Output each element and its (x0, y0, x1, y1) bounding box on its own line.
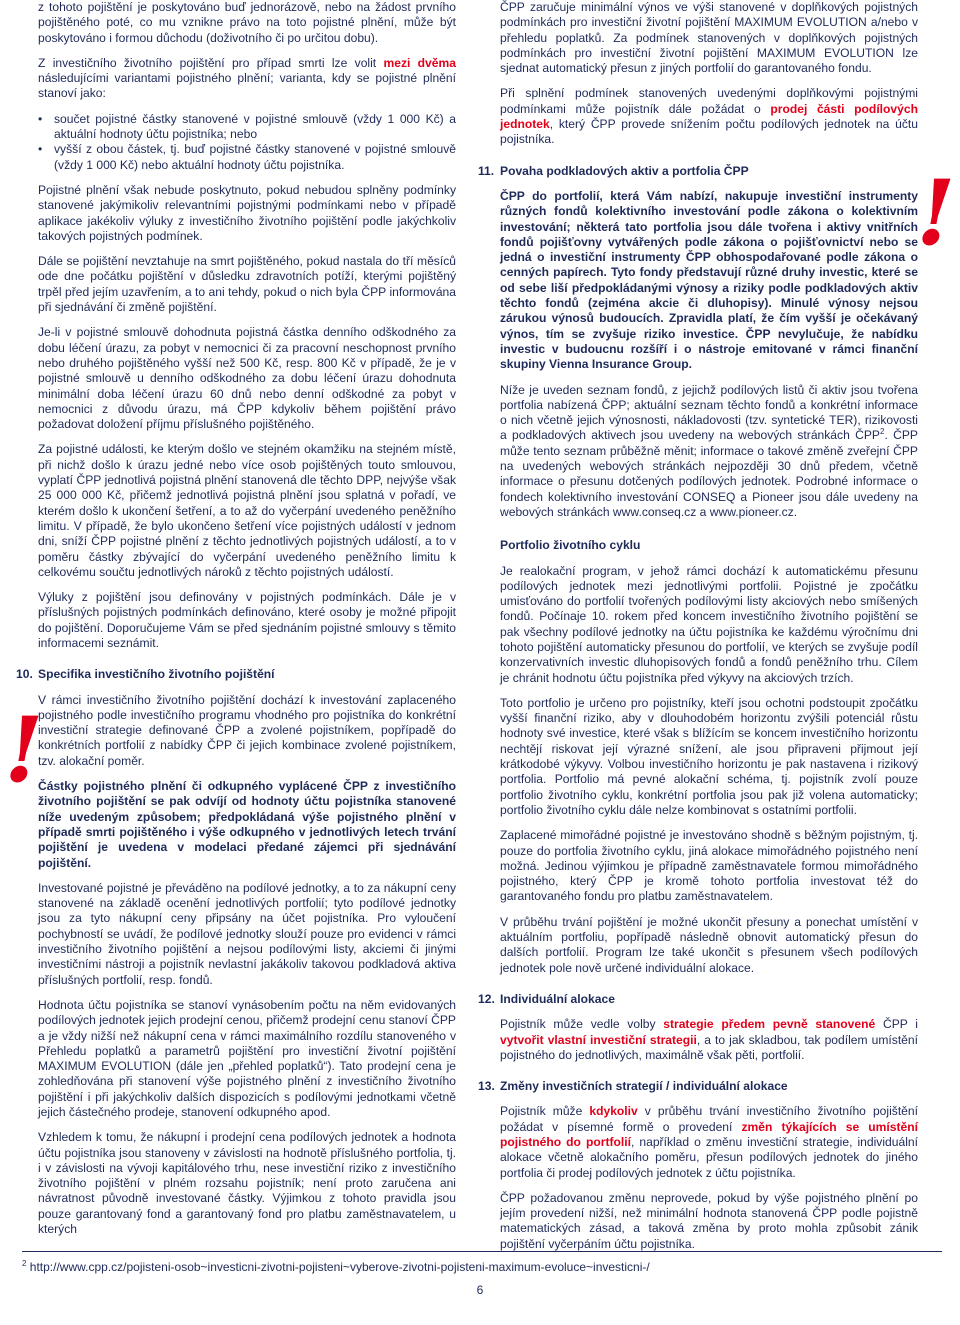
paragraph: Toto portfolio je určeno pro pojistníky, kteří jsou ochotni podstoupit zpočátku vyšší finanční riziko, aby v dlouhodobém horizontu zvýšili potenciál růstu hodnoty své investice, které však s blížícím se koncem investičního horizontu nechtějí riskovat její výrazné snížení, ale jsou připraveni přijmout její krátkodobé výkyvy. Volbou investičního horizontu je pak nastavena i rizikový portfolia. Portfolio má pevné alokační schéma, tj. pojistník zvolí pouze portfolio životního cyklu, konkrétní portfolia jsou pak již volena automaticky; portfolio životního cyklu dále nelze kombinovat s ostatními portfolii. (500, 695, 918, 817)
subsection-heading: Portfolio životního cyklu (500, 538, 641, 553)
section-title: Změny investičních strategií / individuální alokace (500, 1079, 788, 1094)
highlight-mezi-dvema: mezi dvěma (383, 55, 456, 70)
section-10-heading (16, 667, 456, 682)
footnote-link[interactable]: http://www.cpp.cz/pojisteni-osob~investicni-zivotni-pojisteni~vyberove-zivotni-pojisteni-maximum-evoluce~investicni-/ (26, 1260, 650, 1274)
page-number: 6 (476, 1283, 484, 1297)
bold-warning-paragraph: ČPP do portfolií, která Vám nabízí, nakupuje investiční instrumenty různých fondů kolektivního investování podle zákona o kolektivním investování; některá tato portfolia jsou dále tvořena i aktivy vnitřních fondů pojišťovny vytvářených podle zákona o pojišťovnictví nebo se jedná o investiční instrumenty ČPP obhospodařované podle zákona o cenných papírech. Tyto fondy představují různé druhy investic, které se od sebe liší předpokládanými výnosy a riziky podle podkladových aktiv těchto fondů (zejména akcie či dluhopisy). Minulé výnosy nejsou zárukou výnosů budoucích. Zpravidla platí, že čím vyšší je očekávaný výnos, tím se zvyšuje riziko investice. ČPP nevylučuje, že nabídku investic v budoucnu rozšíří i o nástroje emitované v rámci finanční skupiny Vienna Insurance Group. (500, 188, 918, 372)
section-number: 12. (478, 991, 495, 1006)
paragraph: V průběhu trvání pojištění je možné ukončit přesuny a ponechat umístění v aktuálním portfoliu, popřípadě následně obnovit automatický přesun do dalších portfolií. Program lze také ukončit s přesunem všech podílových jednotek pole nově určené individuální alokace. (500, 914, 918, 975)
highlight-zmeny: změn týkajících se umístění pojistného do portfolií (500, 1119, 918, 1149)
footnote-number: 2 (22, 1259, 27, 1268)
paragraph: Níže je uveden seznam fondů, z jejichž podílových listů či aktiv jsou tvořena portfolia nabízená ČPP; aktuální seznam těchto fondů a konkrétní informace o nich včetně jejich výnosnosti, nákladovosti (tzv. syntetické TER), rizikovosti a podkladových aktivech jsou uvedeny na webových stránkách ČPP$^2$. ČPP může tento seznam průběžně měnit; informace o takové změně zveřejní ČPP na uvedených webových stránkách nejpozději 30 dnů předem, včetně informace o přesunu dotčených podílových jednotek. Podrobné informace o fondech kolektivního investování CONSEQ a Pioneer jsou dále uvedeny na webových stránkách www.conseq.cz a www.pioneer.cz. (500, 382, 918, 519)
warning-exclamation-icon: ! (916, 160, 956, 266)
right-column (478, 0, 918, 1262)
section-13-heading (478, 1079, 918, 1094)
highlight-vlastni-strategie: vytvořit vlastní investiční strategii (500, 1032, 697, 1047)
paragraph: Pojistník může vedle volby strategie předem pevně stanovené ČPP i vytvořit vlastní investiční strategii, a to jak skladbou, tak podílem umístění pojistného do jednotlivých, maximálně však pěti, portfolií. (500, 1017, 918, 1062)
paragraph: Při splnění podmínek stanovených uvedenými doplňkovými pojistnými podmínkami může pojistník dále požádat o prodej části podílových jednotek, který ČPP provede snížením počtu podílových jednotek na účtu pojistníka. (500, 86, 918, 147)
variant-list (38, 112, 456, 173)
section-11-heading (478, 163, 918, 179)
paragraph: Je realokační program, v jehož rámci dochází k automatickému přesunu podílových jednotek mezi jednotlivými portfolii. Pojistné je zpočátku umisťováno do portfolií tvořených podílovými listy akciových nebo smíšených fondů. Počínaje 10. rokem před koncem investičního životního pojištění se pak všechny podílové jednotky na účtu pojistníka ke každému výročnímu dni tohoto pojištění automaticky přesunou do portfolií, ve kterých se zvyšuje podíl konzervativních investic dluhopisových fondů a fondů peněžního trhu. Cílem je chránit hodnotu účtu pojistníka před výkyvy na akciových trzích. (500, 563, 918, 685)
paragraph: ČPP požadovanou změnu neprovede, pokud by výše pojistného plnění po jejím provedení nižší, než minimální hodnota stanovená ČPP podle pojistně matematických zásad, a taková změna by proto mohla způsobit zánik pojištění vyčerpáním účtu pojistníka. (500, 1190, 918, 1251)
paragraph: Vzhledem k tomu, že nákupní i prodejní cena podílových jednotek a hodnota účtu pojistníka jsou stanoveny v závislosti na hodnotě příslušného portfolia, tj. i v závislosti na vývoji kapitálového trhu, nese investiční riziko z investičního životního pojištění v plném rozsahu pojistník; není proto zaručena ani návratnost původně investované částky. Výjimkou z tohoto pravidla jsou pouze garantovaný fond a garantovaný fond pro platbu zaměstnavatelem, u kterých (38, 1130, 456, 1237)
list-item: • vyšší z obou částek, tj. buď pojistné částky stanovené v pojistné smlouvě (vždy 1 000 Kč) nebo aktuální hodnoty účtu pojistníka. (38, 142, 456, 173)
footnote (22, 1251, 942, 1274)
section-title: Individuální alokace (500, 991, 615, 1006)
paragraph: Dále se pojištění nevztahuje na smrt pojištěného, pokud nastala do tří měsíců ode dne počátku pojištění v důsledku zdravotních potíží, kterými pojištěný trpěl před jejím uzavřením, a to ani tehdy, pokud o nich byla ČPP informována při sjednávání či změně pojištění. (38, 254, 456, 315)
paragraph: Výluky z pojištění jsou definovány v pojistných podmínkách. Dále je v příslušných pojistných podmínkách definováno, které osoby je možné připojit do pojištění. Doporučujeme Vám se před sjednáním pojistné smlouvy s těmito informacemi seznámit. (38, 590, 456, 650)
section-number: 11. (478, 163, 495, 178)
section-title: Povaha podkladových aktiv a portfolia ČPP (500, 163, 749, 178)
paragraph: Pojistné plnění však nebude poskytnuto, pokud nebudou splněny podmínky stanovené jakýmikoliv relevantními pojistnými podmínkami nebo v případě aplikace jakékoliv výluky z investičního životního pojištění podle jakýchkoliv takových pojistných podmínek. (38, 182, 456, 243)
paragraph: Investované pojistné je převáděno na podílové jednotky, a to za nákupní ceny stanovené na základě ocenění jednotlivých portfolií; tyto podílové jednotky jsou za tyto nákupní ceny připsány na účet pojistníka. Pro vyloučení pochybností se uvádí, že podílové jednotky slouží pouze pro evidenci v rámci investičního životního pojištění a nejsou podílovými listy, akciemi či jinými investičními nástroji a pojistník nevlastní jakákoliv takovou podkladová aktiva příslušných portfolií, resp. fondů. (38, 880, 456, 987)
highlight-kdykoliv: kdykoliv (589, 1104, 638, 1119)
paragraph: ČPP zaručuje minimální výnos ve výši stanovené v doplňkových pojistných podmínkách pro investiční životní pojištění MAXIMUM EVOLUTION a/nebo v přehledu poplatků. Za podmínek stanovených v doplňkových pojistných podmínkách pro investiční životní pojištění MAXIMUM EVOLUTION lze sjednat automatický přesun z jiných portfolií do garantovaného fondu. (500, 0, 918, 76)
paragraph: Hodnota účtu pojistníka se stanoví vynásobením počtu na něm evidovaných podílových jednotek jejich prodejní cenou, přičemž prodejní cenu stanoví ČPP a je vždy nižší než nákupní cena v rámci maximálního rozdílu stanoveného v Přehledu poplatků a parametrů pojištění pro investiční životní pojištění MAXIMUM EVOLUTION (dále jen „přehled poplatků“). Tato prodejní cena je zohledňována při stanovení výše pojistného plnění z investičního životního pojištění i při jakýchkoliv dalších dispozicích s podílovými jednotkami včetně jejich částečného prodeje, stanovení odkupného apod. (38, 997, 456, 1119)
bold-warning-paragraph: Částky pojistného plnění či odkupného vyplácené ČPP z investičního životního pojištění se pak odvíjí od hodnoty účtu pojistníka stanovené níže uvedeným způsobem; předpokládaná výše pojistného plnění v případě smrti pojištěného i výše odkupného v jednotlivých letech trvání pojištění je uvedena v modelaci předané zájemci při sjednávání pojištění. (38, 779, 456, 870)
highlight-prodej: prodej části podílových jednotek (500, 101, 918, 132)
paragraph: Pojistník může kdykoliv v průběhu trvání investičního životního pojištění požádat v písemné formě o provedení změn týkajících se umístění pojistného do portfolií, například o změnu investiční strategie, individuální alokace včetně alokačního poměru, přesun podílových jednotek do jiného portfolia či prodej podílových jednotek z účtu pojistníka. (500, 1104, 918, 1180)
intro-paragraph: z tohoto pojištění je poskytováno buď jednorázově, nebo na žádost prvního pojištěného poté, co mu vznikne právo na toto pojistné plnění, může být poskytováno i formou důchodu (doživotního či po určitou dobu). (38, 0, 456, 45)
list-item: • součet pojistné částky stanovené v pojistné smlouvě (vždy 1 000 Kč) a aktuální hodnoty účtu pojistníka; nebo (38, 112, 456, 143)
section-12-heading (478, 991, 918, 1007)
paragraph: Za pojistné události, ke kterým došlo ve stejném okamžiku na stejném místě, při nichž došlo k úrazu jedné nebo více osob pojištěných touto smlouvou, vyplatí ČPP jednotlivá pojistná plnění stanovená dle těchto DPP, nejvýše však 25 000 000 Kč, přičemž jednotlivá pojistná plnění jsou splatná v pořadí, ve kterém došlo k ukončení šetření, a to až do vyčerpání uvedeného peněžního limitu. V případě, že bylo ukončeno šetření více pojistných událostí v jednom dni, sníží ČPP pojistné plnění z těchto jednotlivých pojistných událostí, a to v poměru částky zbývající do vyčerpání uvedeného peněžního limitu k celkovému součtu jednotlivých nároků z těchto pojistných událostí. (38, 442, 456, 579)
highlight-strategie: strategie předem pevně stanovené (663, 1017, 876, 1032)
paragraph: Je-li v pojistné smlouvě dohodnuta pojistná částka denního odškodného za dobu léčení úrazu, za pobyt v nemocnici či za pracovní neschopnost prvního nebo druhého pojištěného vyšší než 500 Kč, resp. 800 Kč v případě, že je v pojistné smlouvě u denního odškodného za dobu léčení úrazu dohodnuta minimální doba léčení úrazu 60 dnů nebo denní odškodné za pobyt v nemocnici z důvodu úrazu, má ČPP kdykoliv během pojištění právo požadovat doložení příjmu příslušného pojištěného. (38, 325, 456, 432)
section-number: 10. (16, 667, 33, 682)
warning-exclamation-icon: ! (4, 697, 44, 803)
section-title: Specifika investičního životního pojištění (38, 667, 275, 682)
paragraph: Zaplacené mimořádné pojistné je investováno shodně s běžným pojistným, tj. pouze do portfolia životního cyklu, jiná alokace mimořádného pojistného není možná. Jedinou výjimkou je případně zaměstnavatele formou mimořádného pojistného, který ČPP je kromě tohoto portfolia investovat též do garantovaného fondu pro platbu zaměstnavatelem. (500, 828, 918, 904)
left-column (16, 0, 456, 1247)
paragraph: V rámci investičního životního pojištění dochází k investování zaplaceného pojistného podle investičního programu vhodného pro pojistníka do konkrétní investiční strategie definované ČPP a zvolené pojistníkem, popřípadě do konkrétních portfolií z nabídky ČPP či jejich kombinace zvolené pojistníkem, tzv. alokační poměr. (38, 692, 456, 768)
footnote-ref: 2 (880, 427, 885, 437)
section-number: 13. (478, 1079, 495, 1094)
death-variants-paragraph: Z investičního životního pojištění pro případ smrti lze volit mezi dvěma následujícími variantami pojistného plnění; varianta, kdy se pojistné plnění stanoví jako: (38, 55, 456, 101)
